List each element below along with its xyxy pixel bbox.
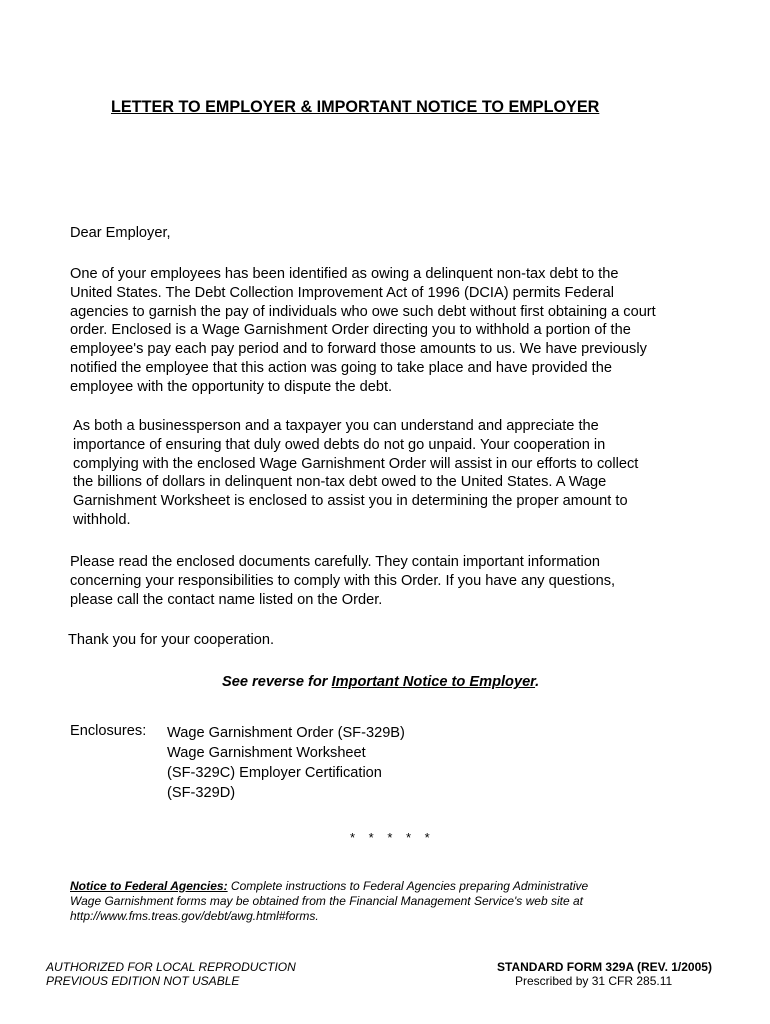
enclosure-item: (SF-329D)	[167, 785, 236, 801]
footer-edition-note: PREVIOUS EDITION NOT USABLE	[46, 974, 240, 988]
notice-heading: Notice to Federal Agencies:	[70, 879, 228, 893]
paragraph-cooperation: As both a businessperson and a taxpayer you can understand and appreciate the importance of ensuring that duly owed debts do not go unpaid. Your cooperation in complying with the enclosed Wage Garnishment Order will assist in our efforts to collect the billions of dollars in delinquent non-tax debt owed to the United States. A Wage Garnishment Worksheet is enclosed to assist you in determining the proper amount to withhold.	[73, 418, 639, 528]
document-title: LETTER TO EMPLOYER & IMPORTANT NOTICE TO EMPLOYER	[111, 98, 600, 116]
enclosure-item: Wage Garnishment Worksheet	[167, 745, 366, 761]
footer-right	[497, 960, 712, 988]
see-reverse-suffix: .	[535, 674, 540, 690]
form-number: STANDARD FORM 329A (REV. 1/2005)	[497, 960, 712, 974]
paragraph-instructions: Please read the enclosed documents carefully. They contain important information concerning your responsibilities to comply with this Order. If you have any questions, please call the contact name listed on the Order.	[70, 554, 616, 608]
enclosure-item: (SF-329C) Employer Certification	[167, 765, 382, 781]
see-reverse-prefix: See reverse for	[222, 674, 332, 690]
enclosure-item: Wage Garnishment Order (SF-329B)	[167, 725, 405, 741]
important-notice-link-text: Important Notice to Employer	[331, 674, 536, 690]
prescribed-by: Prescribed by 31 CFR 285.11	[515, 974, 673, 988]
footer-left	[46, 960, 296, 988]
closing-line: Thank you for your cooperation.	[68, 632, 275, 648]
separator-stars: * * * * *	[350, 830, 435, 845]
enclosures-label: Enclosures:	[70, 723, 147, 739]
paragraph-debt-notice: One of your employees has been identified as owing a delinquent non-tax debt to the United States. The Debt Collection Improvement Act of 1996 (DCIA) permits Federal agencies to garnish the pay of individuals who owe such debt without first obtaining a court order. Enclosed is a Wage Garnishment Order directing you to withhold a portion of the employee's pay each pay period and to forward those amounts to us. We have previously notified the employee that this action was going to take place and have provided the employee with the opportunity to dispute the debt.	[70, 266, 656, 395]
notice-text: Complete instructions to Federal Agencies preparing Administrative Wage Garnishment forms may be obtained from the Financial Management Service's web site at http://www.fms.treas.gov/debt/awg.html#forms.	[70, 879, 589, 923]
footer-reproduction-note: AUTHORIZED FOR LOCAL REPRODUCTION	[46, 960, 296, 974]
salutation: Dear Employer,	[70, 225, 171, 241]
see-reverse-line	[222, 674, 539, 690]
notice-to-federal-agencies	[70, 879, 590, 924]
enclosures-list	[167, 723, 405, 803]
